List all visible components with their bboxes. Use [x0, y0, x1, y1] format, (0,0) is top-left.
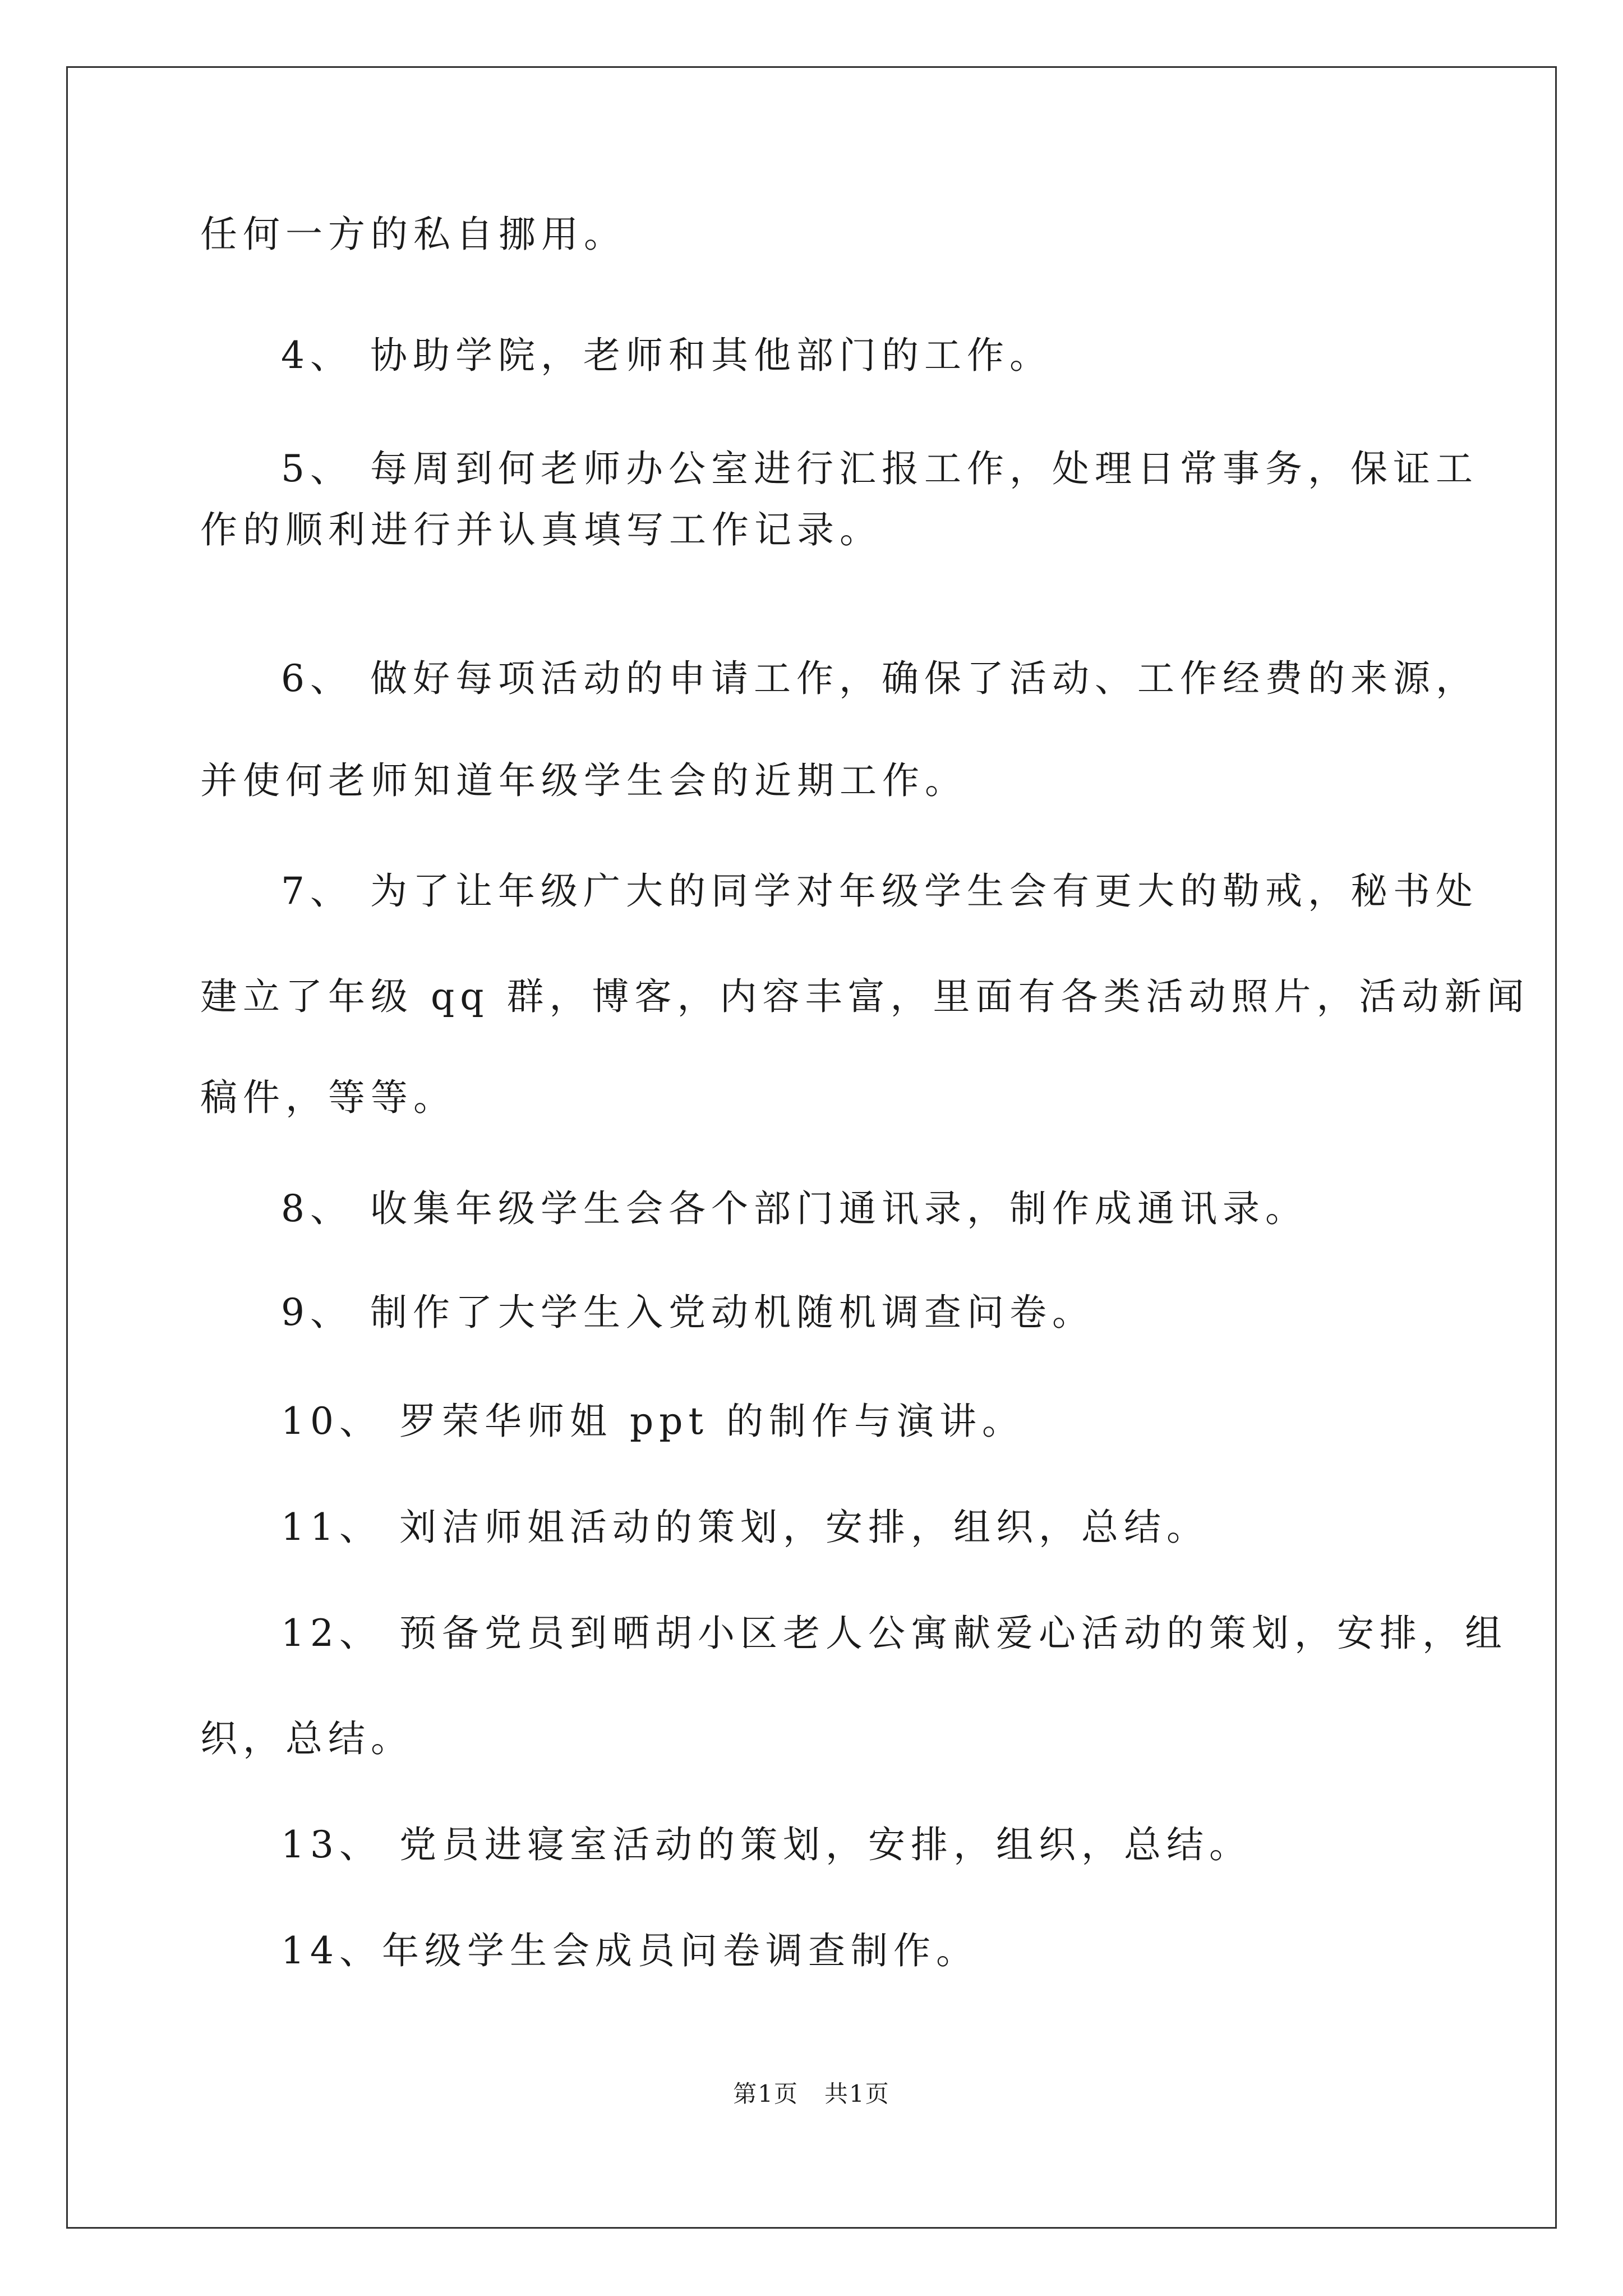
list-item-5: 5、 每周到何老师办公室进行汇报工作，处理日常事务，保证工 [281, 447, 1478, 490]
list-item-5-cont: 作的顺利进行并认真填写工作记录。 [200, 508, 882, 551]
list-item-7: 7、 为了让年级广大的同学对年级学生会有更大的勒戒，秘书处 [281, 869, 1478, 913]
list-item-8: 8、 收集年级学生会各个部门通讯录，制作成通讯录。 [281, 1187, 1308, 1230]
list-item-11: 11、 刘洁师姐活动的策划，安排，组织，总结。 [281, 1506, 1209, 1549]
list-item-6-cont: 并使何老师知道年级学生会的近期工作。 [200, 759, 967, 802]
list-item-14: 14、年级学生会成员问卷调查制作。 [281, 1929, 979, 1972]
list-item-12-cont: 织，总结。 [200, 1717, 413, 1760]
page-footer: 第1页 共1页 [733, 2080, 890, 2108]
list-item-4: 4、 协助学院，老师和其他部门的工作。 [281, 334, 1052, 377]
list-item-6: 6、 做好每项活动的申请工作，确保了活动、工作经费的来源， [281, 657, 1478, 700]
list-item-7-cont-1: 建立了年级 qq 群，博客，内容丰富，里面有各类活动照片，活动新闻 [200, 975, 1530, 1018]
text-line-continuation: 任何一方的私自挪用。 [200, 213, 626, 256]
list-item-12: 12、 预备党员到晒胡小区老人公寓献爱心活动的策划，安排，组 [281, 1612, 1507, 1655]
list-item-10: 10、 罗荣华师姐 ppt 的制作与演讲。 [281, 1400, 1025, 1443]
list-item-9: 9、 制作了大学生入党动机随机调查问卷。 [281, 1291, 1095, 1334]
list-item-7-cont-2: 稿件，等等。 [200, 1076, 456, 1119]
page-border [66, 66, 1557, 2229]
list-item-13: 13、 党员进寝室活动的策划，安排，组织，总结。 [281, 1823, 1252, 1866]
